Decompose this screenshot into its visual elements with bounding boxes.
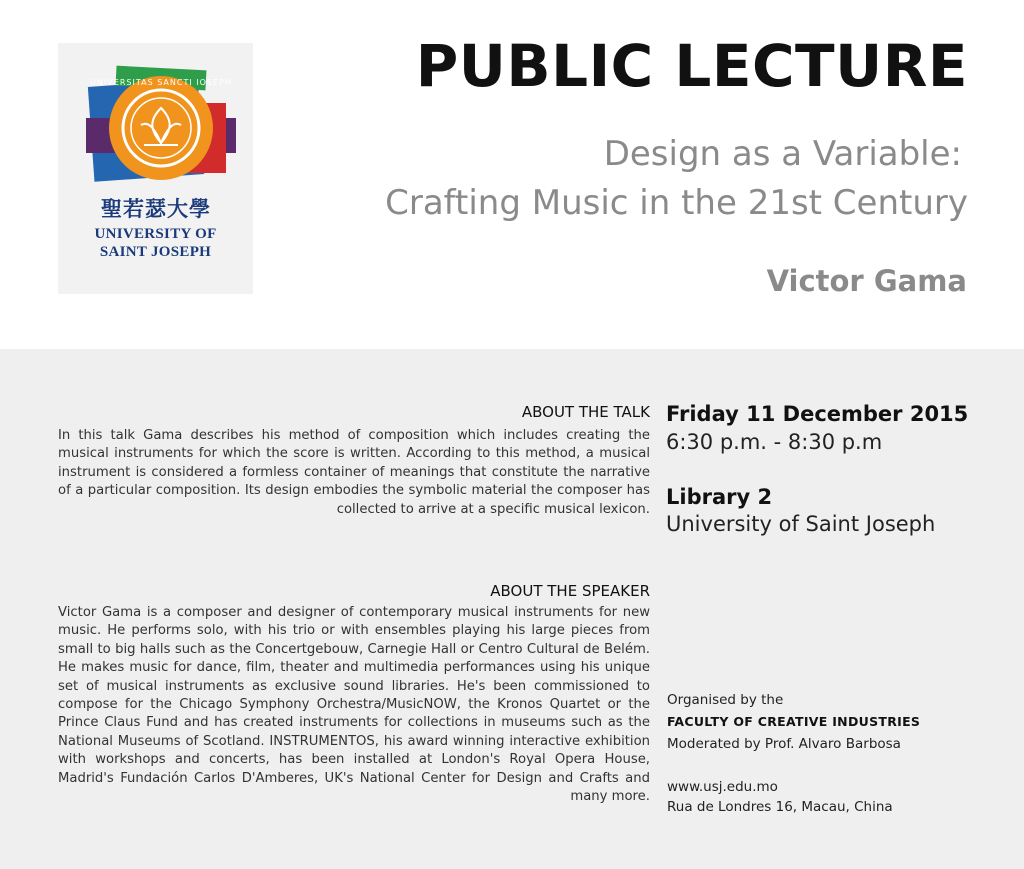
about-talk-body: In this talk Gama describes his method of composition which includes creating the musical instruments for which the score is written. According to this method, a musical instrument is considered a formless container of meanings that constitute the narrative of a particular composition. Its design embodies the symbolic material the composer has collected to arrive at a specific musical lexicon. (58, 428, 650, 517)
event-venue-detail: University of Saint Joseph (666, 512, 936, 536)
logo-chinese-name: 聖若瑟大學 (101, 196, 211, 221)
speaker-name: Victor Gama (766, 264, 967, 298)
event-time: 6:30 p.m. - 8:30 p.m (666, 430, 883, 454)
logo-name-line2: SAINT JOSEPH (99, 244, 212, 260)
about-speaker-body: Victor Gama is a composer and designer of contemporary musical instruments for new music. He performs solo, with his trio or with ensembles playing his large pieces from small to big halls such as the Concertgebouw, Carnegie Hall or Centro Cultural de Belém. He makes music for dance, film, theater and multimedia performances using his unique set of musical instruments as exclusive sound libraries. He's been commissioned to compose for the Chicago Symphony Orchestra/MusicNOW, the Kronos Quartet or the Prince Claus Fund and has created instruments for collections in museums such as the National Museums of Scotland. INSTRUMENTOS, his award winning interactive exhibition with workshops and concerts, has been installed at London's Royal Opera House, Madrid's Fundación Carlos D'Amberes, UK's National Center for Design and Crafts and many more. (58, 605, 650, 805)
address-text: Rua de Londres 16, Macau, China (667, 799, 893, 815)
about-speaker-heading: ABOUT THE SPEAKER (490, 582, 650, 600)
university-logo (58, 43, 253, 294)
about-talk-heading: ABOUT THE TALK (521, 403, 650, 421)
website-link[interactable]: www.usj.edu.mo (667, 779, 778, 795)
logo-name-line1: UNIVERSITY OF (94, 226, 217, 242)
seal-text: UNIVERSITAS SANCTI IOSEPH (90, 78, 232, 87)
lecture-subtitle-line2: Crafting Music in the 21st Century (385, 183, 968, 223)
event-date: Friday 11 December 2015 (666, 402, 969, 426)
organiser-faculty: FACULTY OF CREATIVE INDUSTRIES (667, 714, 921, 729)
lecture-subtitle-line1: Design as a Variable: (603, 134, 962, 174)
university-seal-icon (86, 63, 236, 193)
moderator-text: Moderated by Prof. Alvaro Barbosa (667, 736, 901, 752)
event-venue: Library 2 (666, 485, 773, 509)
organiser-label: Organised by the (667, 692, 784, 708)
page-title: PUBLIC LECTURE (415, 32, 968, 100)
